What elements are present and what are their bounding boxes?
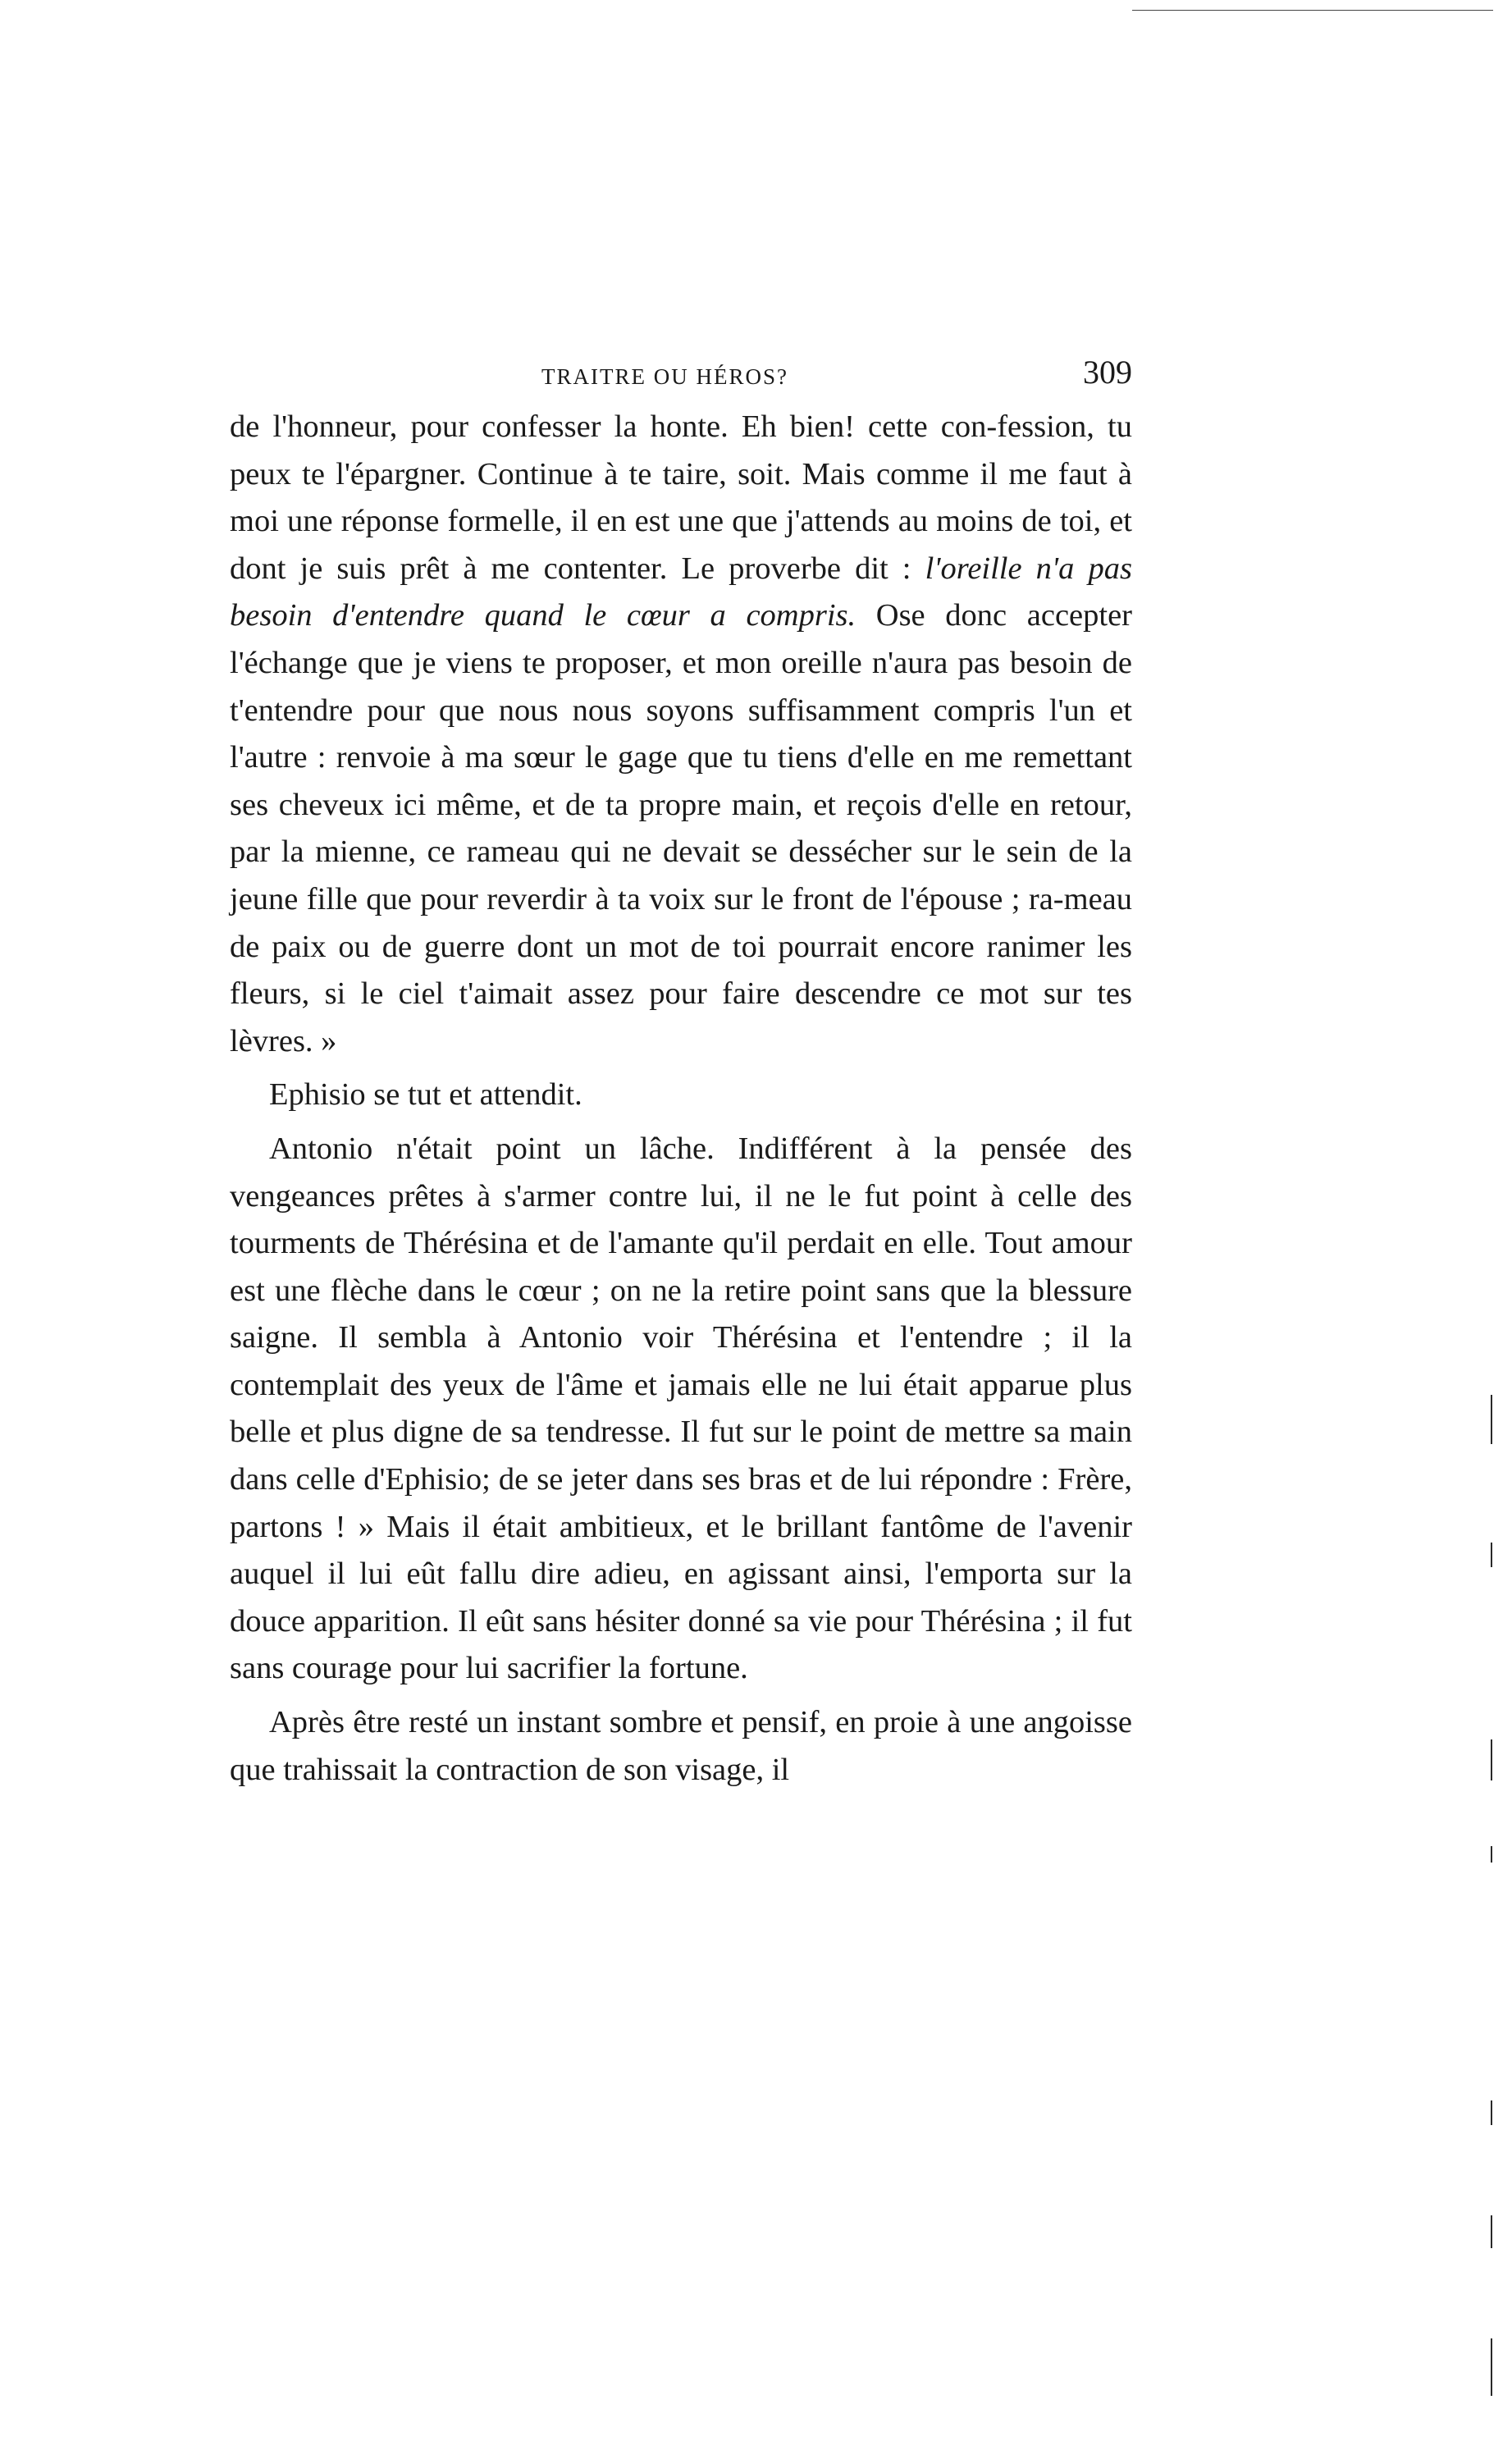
paragraph-1 (230, 404, 1132, 1065)
proverb-italic: l'oreille n'a pas besoin d'entendre quand le cœur a compris. (230, 551, 1132, 633)
paragraph-2: Ephisio se tut et attendit. (269, 1077, 582, 1113)
margin-mark (1491, 1846, 1492, 1863)
margin-mark (1491, 2338, 1492, 2396)
margin-mark (1491, 1543, 1492, 1567)
body-text (230, 404, 1132, 1800)
scan-margin-marks (1446, 0, 1512, 2450)
running-title: TRAITRE OU HÉROS? (541, 364, 788, 389)
margin-mark (1491, 2100, 1492, 2125)
paragraph-3: Antonio n'était point un lâche. Indifférent à la pensée des vengeances prêtes à s'armer contre lui, il ne le fut point à celle des tourments de Thérésina et de l'amante qu'il perdait en elle. Tout amour est une flèche dans le cœur ; on ne la retire point sans que la blessure saigne. Il sembla à Antonio voir Thérésina et l'entendre ; il la contemplait des yeux de l'âme et jamais elle ne lui était apparue plus belle et plus digne de sa tendresse. Il fut sur le point de mettre sa main dans celle d'Ephisio; de se jeter dans ses bras et de lui répondre : Frère, partons ! » Mais il était ambitieux, et le brillant fantôme de l'avenir auquel il lui eût fallu dire adieu, en agissant ainsi, l'emporta sur la douce apparition. Il eût sans hésiter donné sa vie pour Thérésina ; il fut sans courage pour lui sacrifier la fortune. (230, 1131, 1132, 1686)
page-header (230, 353, 1132, 402)
scan-edge-rule (1132, 10, 1493, 11)
paragraph-1-text-a: de l'honneur, pour confesser la honte. Eh bien! cette con-fession, tu peux te l'épargner. Continue à te taire, soit. Mais comme il me faut à moi une réponse formelle, il en est une que j'attends au moins de toi, et dont je suis prêt à me contenter. Le proverbe dit : (230, 409, 1132, 586)
paragraph-4: Après être resté un instant sombre et pensif, en proie à une angoisse que trahissait la contraction de son visage, il (230, 1705, 1132, 1787)
margin-mark (1491, 1395, 1492, 1444)
page-number: 309 (1083, 354, 1132, 391)
paragraph-1-text-b: Ose donc accepter l'échange que je viens te proposer, et mon oreille n'aura pas besoin de t'entendre pour que nous nous soyons suffisamment compris l'un et l'autre : renvoie à ma sœur le gage que tu tiens d'elle en me remettant ses cheveux ici même, et de ta propre main, et reçois d'elle en retour, par la mienne, ce rameau qui ne devait se dessécher sur le sein de la jeune fille que pour reverdir à ta voix sur le front de l'épouse ; ra-meau de paix ou de guerre dont un mot de toi pourrait encore ranimer les fleurs, si le ciel t'aimait assez pour faire descendre ce mot sur tes lèvres. » (230, 598, 1132, 1058)
margin-mark (1491, 1739, 1492, 1780)
margin-mark (1491, 2215, 1492, 2248)
